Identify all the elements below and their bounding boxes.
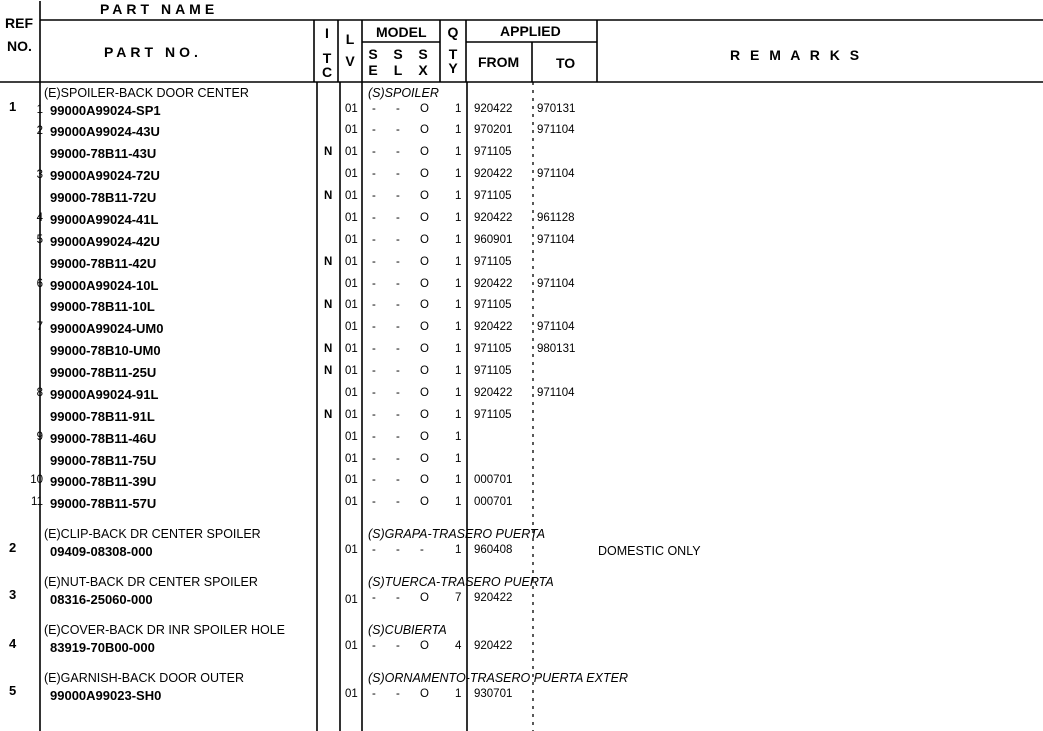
itc-header: I T C xyxy=(321,25,333,80)
sub-number: 8 xyxy=(36,387,43,399)
part-name: (E)GARNISH-BACK DOOR OUTER xyxy=(44,671,245,685)
model-header: MODEL xyxy=(376,24,427,40)
part-no-header: PART NO. xyxy=(104,44,202,60)
no-header: NO. xyxy=(7,38,32,54)
part-number: 99000A99024-SP1 xyxy=(50,103,161,118)
lv-header: L V xyxy=(345,31,355,69)
part-name: (E)CLIP-BACK DR CENTER SPOILER xyxy=(44,527,261,541)
model-sl-header: S L xyxy=(393,46,403,78)
model-se-header: S E xyxy=(368,46,378,78)
ref-number: 4 xyxy=(9,636,17,651)
applied-header: APPLIED xyxy=(500,23,561,39)
sub-number: 4 xyxy=(36,212,43,224)
spanish-name: (S)SPOILER xyxy=(368,86,439,100)
sub-number: 11 xyxy=(31,496,43,508)
from-header: FROM xyxy=(478,54,520,70)
sub-number: 2 xyxy=(36,125,43,137)
sub-number: 9 xyxy=(36,431,43,443)
sub-number: 6 xyxy=(36,278,43,290)
sub-number: 10 xyxy=(30,474,43,486)
sub-number: 1 xyxy=(36,104,43,116)
part-name-header: PART NAME xyxy=(100,1,219,17)
ref-header: REF xyxy=(5,15,33,31)
model-sx-header: S X xyxy=(418,46,428,78)
sub-number: 7 xyxy=(36,321,43,333)
spanish-name: (S)TUERCA-TRASERO PUERTA xyxy=(368,575,554,589)
ref-number: 1 xyxy=(9,99,17,114)
spanish-name: (S)GRAPA-TRASERO PUERTA xyxy=(368,527,546,541)
remark-text: DOMESTIC ONLY xyxy=(598,544,701,558)
qty-header: Q T Y xyxy=(447,24,459,76)
ref-number: 3 xyxy=(9,587,17,602)
spanish-name: (S)CUBIERTA xyxy=(368,623,447,637)
spanish-name: (S)ORNAMENTO-TRASERO PUERTA EXTER xyxy=(368,671,628,685)
sub-number: 3 xyxy=(36,169,43,181)
ref-number: 2 xyxy=(9,540,17,555)
remarks-header: R E M A R K S xyxy=(730,47,863,63)
ref-number: 5 xyxy=(9,683,17,698)
to-header: TO xyxy=(556,55,576,71)
lv-value: 01 xyxy=(345,103,358,115)
sub-number: 5 xyxy=(36,234,43,246)
part-name: (E)SPOILER-BACK DOOR CENTER xyxy=(44,86,249,100)
part-name: (E)NUT-BACK DR CENTER SPOILER xyxy=(44,575,258,589)
part-name: (E)COVER-BACK DR INR SPOILER HOLE xyxy=(44,623,286,637)
